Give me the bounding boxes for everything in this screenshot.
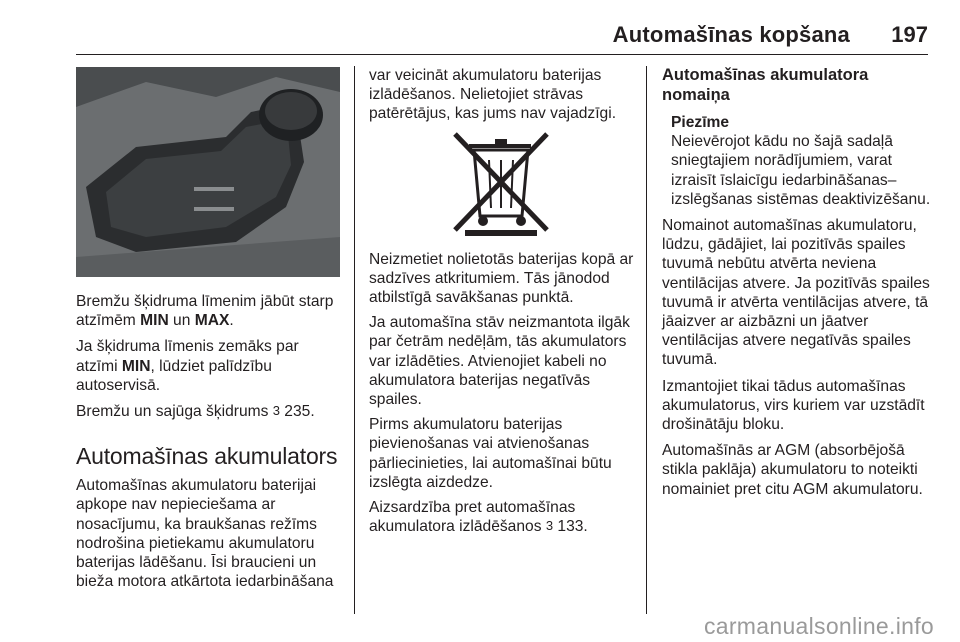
header-rule (76, 54, 928, 55)
page-number: 197 (891, 22, 928, 47)
safety-plugs-text: Izmantojiet tikai tādus automašīnas akumulatorus, virs kuriem var uzstādīt drošinātāju bloku. (662, 377, 925, 434)
column-right (662, 66, 932, 499)
disposal-text: Neizmetiet nolietotās baterijas kopā ar sadzīves atkritumiem. Tās jānodod atbilstīgā savākšanas punktā. (369, 250, 634, 307)
column-divider-1 (354, 66, 355, 614)
battery-cont-text: var veicināt akumulatoru baterijas izlādēšanos. Nelietojiet strāvas patērētājus, kas jums nav vajadzīgi. (369, 67, 617, 123)
column-divider-2 (646, 66, 647, 614)
column-left (76, 292, 344, 591)
note-text: Neievērojot kādu no šajā sadaļā sniegtajiem norādījumiem, varat izraisīt īslaicīgu iedarbināšanas–izslēgšanas sistēmas deaktivizēšanu. (671, 133, 931, 208)
crossed-bin-figure (369, 130, 635, 242)
reference-arrow-icon: 3 (272, 403, 280, 419)
brake-fluid-reservoir-photo (76, 67, 340, 277)
crossed-out-wheelie-bin-icon (447, 130, 555, 236)
max-mark: MAX (194, 312, 230, 330)
page-header (76, 22, 928, 52)
battery-heading: Automašīnas akumulators (76, 443, 338, 470)
replacement-text: Nomainot automašīnas akumulatoru, lūdzu, gādājiet, lai pozitīvās spailes tuvumā nebūtu atvērta neviena ventilācijas atvere. Ja pozitīvās spailes tuvumā ir atvērta ventilācijas atvere, tā jāaizver ar aizbāzni un jāatver ventilācijas atvere negatīvās spailes tuvumā. (662, 217, 930, 369)
reference-arrow-icon: 3 (545, 518, 554, 534)
anti-discharge-ref-link[interactable]: Aizsardzība pret automašīnas akumulatora izlādēšanos 3 133. (369, 499, 588, 536)
brake-fluid-ref-link[interactable]: Bremžu un sajūga šķidrums 3 235. (76, 403, 315, 421)
note-title: Piezīme (671, 114, 730, 131)
connect-disconnect-text: Pirms akumulatoru baterijas pievienošanas vai atvienošanas pārliecinieties, lai automašīnai būtu izslēgta aizdedze. (369, 416, 612, 491)
brake-fluid-low-text: Ja šķidruma līmenis zemāks par atzīmi MIN, lūdziet palīdzību autoservisā. (76, 338, 299, 394)
unused-vehicle-text: Ja automašīna stāv neizmantota ilgāk par četrām nedēļām, tās akumulators var izlādēties. Atvienojiet kabeli no akumulatora baterijas negatīvās spailes. (369, 314, 630, 409)
note-box (662, 113, 932, 209)
battery-intro-text: Automašīnas akumulatoru baterijai apkope nav nepieciešama ar nosacījumu, ka braukšanas režīms nodrošina pietiekamu akumulatoru baterijas lādēšanu. Īsi braucieni un bieža motora atkārtota iedarbināšana (76, 477, 334, 591)
brake-fluid-level-text: Bremžu šķidruma līmenim jābūt starp atzīmēm MIN un MAX. (76, 293, 334, 330)
column-middle (369, 66, 635, 536)
min-mark: MIN (140, 312, 169, 330)
battery-replacement-heading: Automašīnas akumulatora nomaiņa (662, 66, 869, 104)
page-title: Automašīnas kopšana (612, 22, 850, 47)
watermark: carmanualsonline.info (703, 613, 934, 639)
agm-battery-text: Automašīnās ar AGM (absorbējošā stikla paklāja) akumulatoru to noteikti nomainiet pret citu AGM akumulatoru. (662, 442, 923, 498)
